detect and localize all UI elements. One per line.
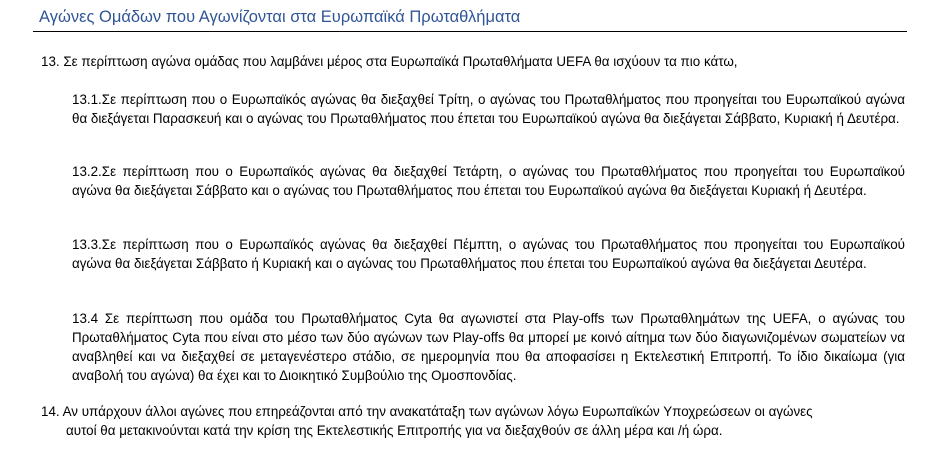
- sub-item-13-2: [72, 162, 905, 200]
- sub-item-13-1-text: Σε περίπτωση που ο Ευρωπαϊκός αγώνας θα διεξαχθεί Τρίτη, ο αγώνας του Πρωταθλήματος που προηγείται του Ευρωπαϊκού αγώνα θα διεξάγεται Παρασκευή και ο αγώνας του Πρωταθλήματος που έπεται του Ευρωπαϊκού αγώνα θα διεξάγεται Σάββατο, Κυριακή ή Δευτέρα.: [72, 92, 905, 126]
- item-14: [41, 402, 905, 440]
- sub-item-13-1: [72, 90, 905, 128]
- item-13-number: 13.: [41, 54, 60, 69]
- sub-item-13-2-number: 13.2.: [72, 164, 102, 179]
- sub-item-13-4-number: 13.4: [72, 311, 99, 326]
- sub-item-13-3: [72, 235, 905, 273]
- sub-item-13-2-text: Σε περίπτωση που ο Ευρωπαϊκός αγώνας θα διεξαχθεί Τετάρτη, ο αγώνας του Πρωταθλήματος που προηγείται του Ευρωπαϊκού αγώνα θα διεξάγεται Σάββατο και ο αγώνας του Πρωταθλήματος που έπεται του Ευρωπαϊκού αγώνα θα διεξάγεται Κυριακή ή Δευτέρα.: [72, 164, 905, 198]
- sub-item-13-3-number: 13.3.: [72, 237, 102, 252]
- sub-item-13-1-number: 13.1.: [72, 92, 102, 107]
- sub-item-13-3-text: Σε περίπτωση που ο Ευρωπαϊκός αγώνας θα διεξαχθεί Πέμπτη, ο αγώνας του Πρωταθλήματος που προηγείται του Ευρωπαϊκού αγώνα θα διεξάγεται Σάββατο ή Κυριακή και ο αγώνας του Πρωταθλήματος που έπεται του Ευρωπαϊκού αγώνα θα διεξάγεται Δευτέρα.: [72, 237, 905, 271]
- item-14-line-1: Αν υπάρχουν άλλοι αγώνες που επηρεάζονται από την ανακατάταξη των αγώνων λόγω Ευρωπαϊκών Υποχρεώσεων οι αγώνες: [62, 404, 813, 419]
- sub-item-13-4-text: Σε περίπτωση που ομάδα του Πρωταθλήματος Cyta θα αγωνιστεί στα Play-offs των Πρωταθλημάτων της UEFA, ο αγώνας του Πρωταθλήματος Cyta που είναι στο μέσο των δύο αγώνων των Play-offs θα μπορεί με κοινό αίτημα των δύο διαγωνιζομένων σωματείων να αναβληθεί και να διεξαχθεί σε μεταγενέστερο στάδιο, σε ημερομηνία που θα αποφασίσει η Εκτελεστική Επιτροπή. Το ίδιο δικαίωμα (για αναβολή του αγώνα) θα έχει και το Διοικητικό Συμβούλιο της Ομοσπονδίας.: [72, 311, 905, 383]
- item-14-number: 14.: [41, 404, 60, 419]
- section-title: Αγώνες Ομάδων που Αγωνίζονται στα Ευρωπαϊκά Πρωταθλήματα: [39, 8, 521, 26]
- item-13: [41, 52, 901, 71]
- sub-item-13-4: [72, 309, 905, 385]
- section-heading: [33, 7, 907, 32]
- item-13-text: Σε περίπτωση αγώνα ομάδας που λαμβάνει μέρος στα Ευρωπαϊκά Πρωταθλήματα UEFA θα ισχύουν τα πιο κάτω,: [63, 54, 738, 69]
- item-14-line-2: αυτοί θα μετακινούνται κατά την κρίση της Εκτελεστικής Επιτροπής για να διεξαχθούν σε άλλη μέρα και /ή ώρα.: [66, 423, 723, 438]
